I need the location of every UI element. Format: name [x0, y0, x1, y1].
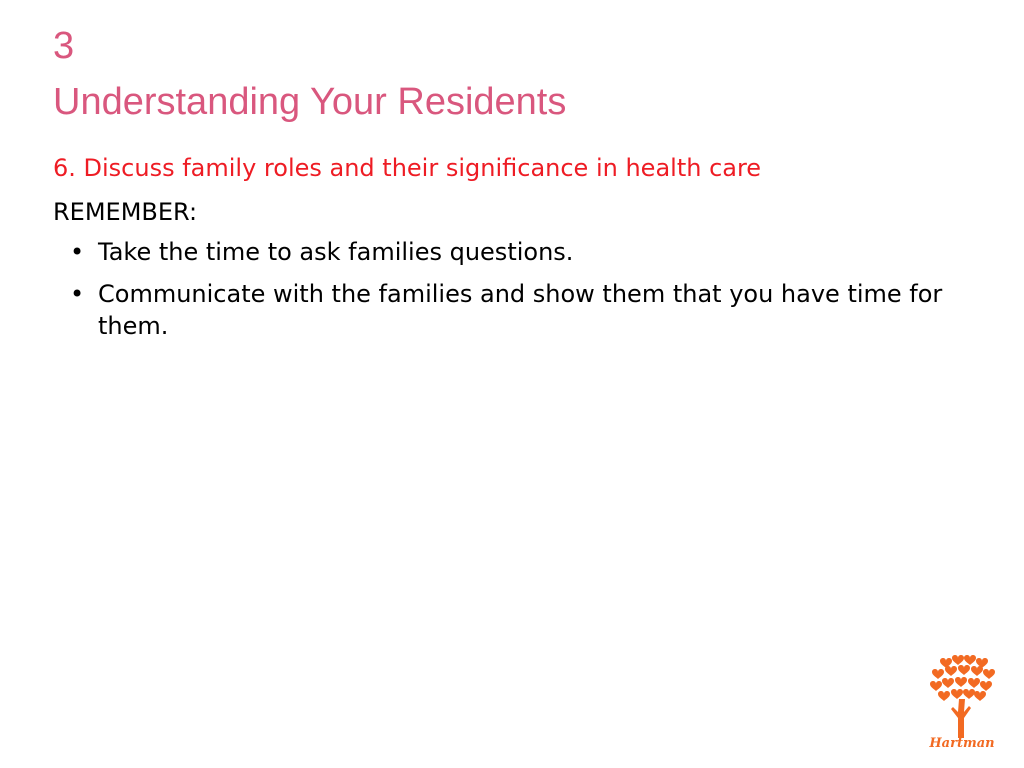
bullet-text: Take the time to ask families questions. — [98, 238, 574, 266]
hartman-logo — [922, 652, 1002, 756]
logo-text: Hartman — [929, 736, 995, 751]
bullet-item — [53, 236, 993, 268]
chapter-number: 3 — [53, 25, 75, 67]
chapter-title: Understanding Your Residents — [53, 81, 567, 123]
remember-label: REMEMBER: — [53, 198, 198, 226]
bullet-text: Communicate with the families and show them that you have time for them. — [98, 280, 943, 340]
bullet-list — [53, 236, 993, 352]
objective-heading: 6. Discuss family roles and their significance in health care — [53, 154, 762, 182]
bullet-item — [53, 278, 993, 342]
bullet-dot-icon: • — [70, 238, 85, 266]
heart-tree-icon — [922, 652, 1002, 740]
bullet-dot-icon: • — [70, 280, 85, 308]
